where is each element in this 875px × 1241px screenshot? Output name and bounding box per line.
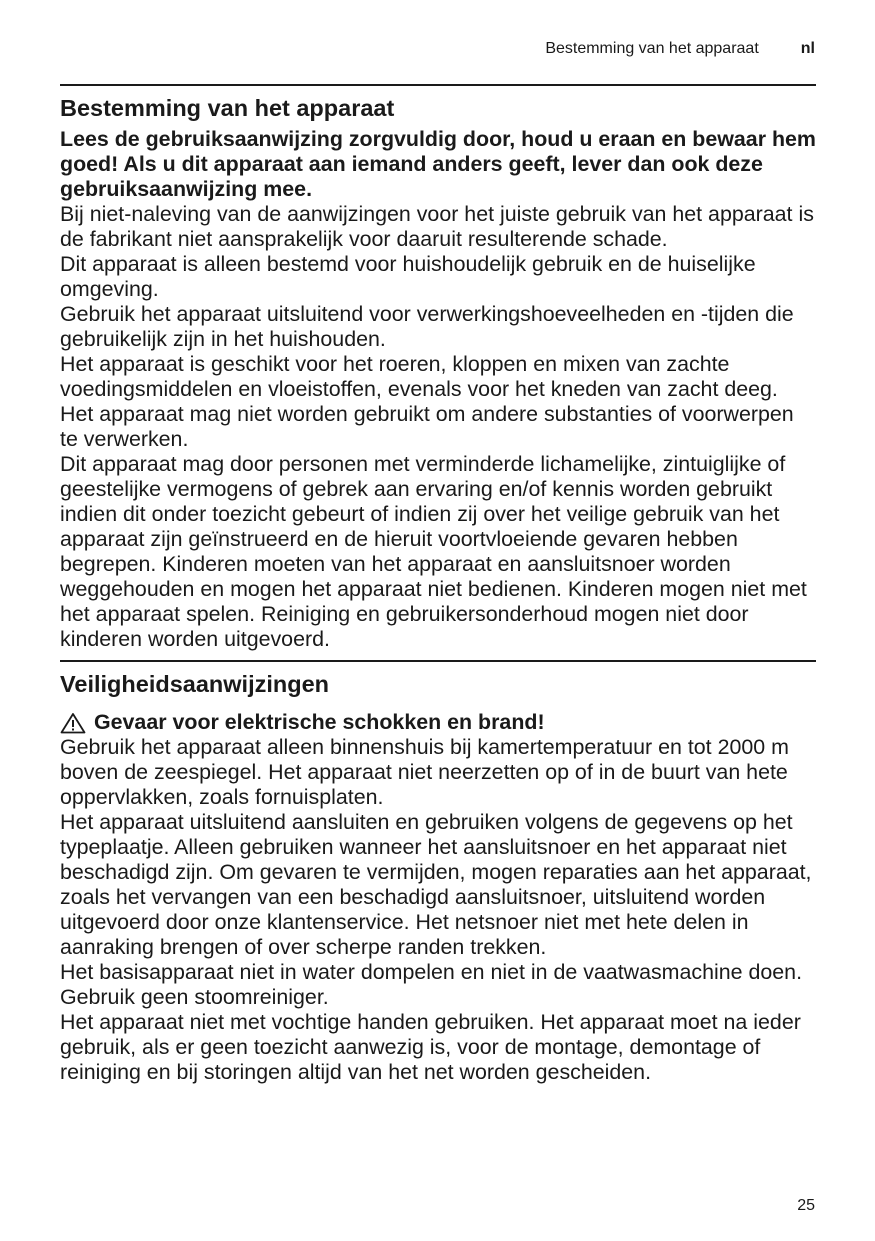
warning-title-text: Gevaar voor elektrische schokken en brand! <box>94 710 545 734</box>
section-heading-safety: Veiligheidsaanwijzingen <box>60 671 330 697</box>
lead-paragraph: Lees de gebruiksaanwijzing zorgvuldig door, houd u eraan en bewaar hem goed! Als u dit apparaat aan iemand anders geeft, lever dan ook deze gebruiksaanwijzing mee. <box>60 127 816 201</box>
section-divider <box>60 84 816 86</box>
warning-title <box>60 710 816 735</box>
page-number: 25 <box>797 1197 815 1214</box>
section-divider <box>60 660 816 662</box>
body-paragraph: Gebruik het apparaat uitsluitend voor verwerkingshoeveelheden en -tijden die gebruikelijk zijn in het huishouden. <box>60 302 794 351</box>
header-language-code: nl <box>800 40 815 57</box>
body-paragraph: Het basisapparaat niet in water dompelen en niet in de vaatwasmachine doen. Gebruik geen stoomreiniger. <box>60 960 803 1009</box>
body-paragraph: Het apparaat is geschikt voor het roeren, kloppen en mixen van zachte voedingsmiddelen en vloeistoffen, evenals voor het kneden van zacht deeg. Het apparaat mag niet worden gebruikt om andere substanties of voorwerpen te verwerken. <box>60 352 794 451</box>
body-paragraph: Gebruik het apparaat alleen binnenshuis bij kamertemperatuur en tot 2000 m boven de zeespiegel. Het apparaat niet neerzetten op of in de buurt van hete oppervlakken, zoals fornuisplaten. <box>60 735 789 809</box>
section-heading-intended-use: Bestemming van het apparaat <box>60 95 395 121</box>
page-content <box>60 84 816 1085</box>
body-paragraph: Het apparaat niet met vochtige handen gebruiken. Het apparaat moet na ieder gebruik, als er geen toezicht aanwezig is, voor de montage, demontage of reiniging en bij storingen altijd van het net worden gescheiden. <box>60 1010 801 1084</box>
section-intended-use <box>60 84 816 652</box>
warning-triangle-icon <box>60 712 86 734</box>
body-paragraph: Dit apparaat mag door personen met verminderde lichamelijke, zintuiglijke of geestelijke vermogens of gebrek aan ervaring en/of kennis worden gebruikt indien dit onder toezicht gebeurt of indien zij over het veilige gebruik van het apparaat zijn geïnstrueerd en de hieruit voortvloeiende gevaren hebben begrepen. Kinderen moeten van het apparaat en aansluitsnoer worden weggehouden en mogen het apparaat niet bedienen. Kinderen mogen niet met het apparaat spelen. Reiniging en gebruikersonderhoud mogen niet door kinderen worden uitgevoerd. <box>60 452 807 651</box>
body-paragraph: Het apparaat uitsluitend aansluiten en gebruiken volgens de gegevens op het typeplaatje. Alleen gebruiken wanneer het aansluitsnoer en het apparaat niet beschadigd zijn. Om gevaren te vermijden, mogen reparaties aan het apparaat, zoals het vervangen van een beschadigd aansluitsnoer, uitsluitend worden uitgevoerd door onze klantenservice. Het netsnoer niet met hete delen in aanraking brengen of over scherpe randen trekken. <box>60 810 812 959</box>
header-section-title: Bestemming van het apparaat <box>545 40 759 57</box>
running-header <box>545 40 815 58</box>
section-safety-instructions <box>60 660 816 1085</box>
body-paragraph: Dit apparaat is alleen bestemd voor huishoudelijk gebruik en de huiselijke omgeving. <box>60 252 756 301</box>
body-paragraph: Bij niet-naleving van de aanwijzingen voor het juiste gebruik van het apparaat is de fabrikant niet aansprakelijk voor daaruit resulterende schade. <box>60 202 814 251</box>
